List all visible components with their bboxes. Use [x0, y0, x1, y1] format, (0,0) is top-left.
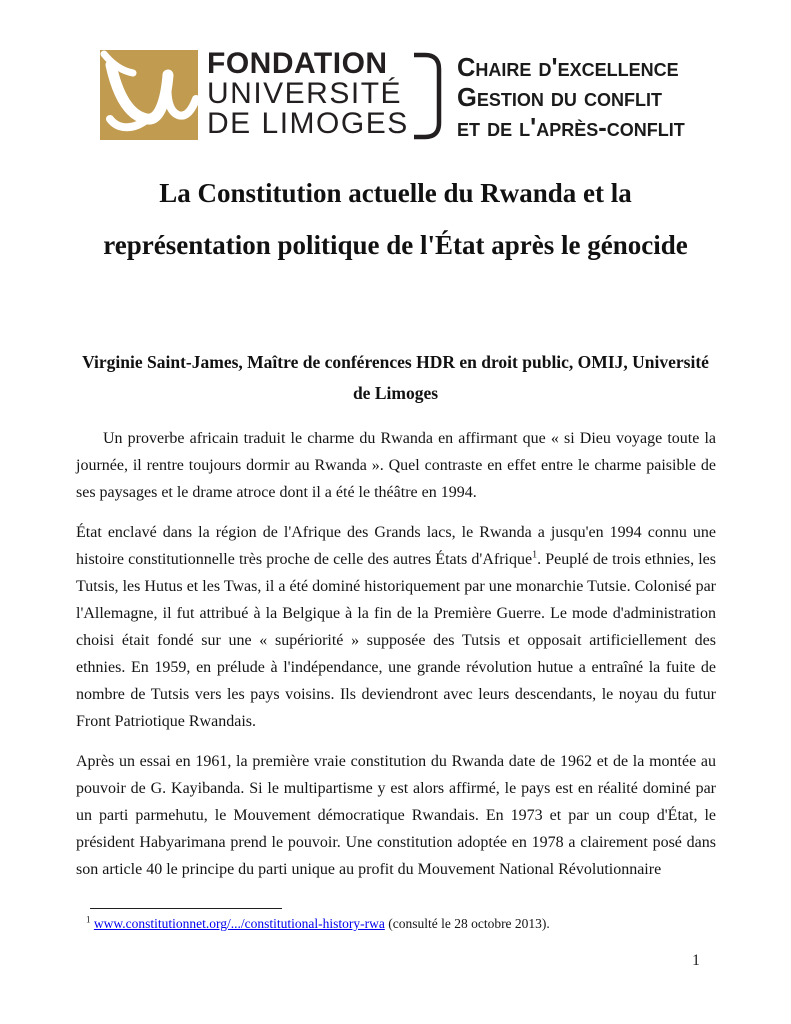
logo-line-universite: UNIVERSITÉ	[207, 77, 403, 110]
footnote-reference-1: 1	[532, 549, 538, 561]
footnote-separator	[90, 908, 282, 909]
chaire-line-2: Gestion du conflit	[457, 84, 662, 112]
article-title: La Constitution actuelle du Rwanda et la représentation politique de l'État après le génocide	[103, 178, 688, 260]
paragraph-2	[76, 519, 716, 735]
logo-wordmark	[207, 49, 409, 139]
footnote-suffix: (consulté le 28 octobre 2013).	[384, 916, 550, 931]
page-number: 1	[692, 952, 700, 969]
chaire-line-1: Chaire d'excellence	[457, 54, 679, 82]
paragraph-3: Après un essai en 1961, la première vraie constitution du Rwanda date de 1962 et de la montée au pouvoir de G. Kayibanda. Si le multipartisme y est alors affirmé, le pays est en réalité dominé par un parti parmehutu, le Mouvement démocratique Rwandais. En 1973 et par un coup d'État, le président Habyarimana prend le pouvoir. Une constitution adoptée en 1978 a clairement posé dans son article 40 le principe du parti unique au profit du Mouvement National Révolutionnaire	[76, 753, 716, 878]
paragraph-2-text: État enclavé dans la région de l'Afrique des Grands lacs, le Rwanda a jusqu'en 1994 connu une histoire constitutionnelle très proche de celle des autres États d'Afrique	[76, 524, 716, 568]
logo-swoosh-icon	[100, 50, 198, 140]
university-of-limoges-logo	[100, 50, 198, 140]
chaire-title-block	[457, 53, 685, 143]
logo-line-fondation: FONDATION	[207, 47, 388, 80]
footnote	[86, 914, 726, 934]
paragraph-1: Un proverbe africain traduit le charme du Rwanda en affirmant que « si Dieu voyage toute la journée, il rentre toujours dormir au Rwanda ». Quel contraste en effet entre le charme paisible de ses paysages et le drame atroce dont il a été le théâtre en 1994.	[76, 430, 716, 501]
chaire-line-3: et de l'après-conflit	[457, 114, 685, 142]
footnote-url-link[interactable]: www.constitutionnet.org/.../constitutional-history-rwa	[93, 916, 385, 931]
article-body	[76, 425, 716, 896]
logo-line-de-limoges: DE LIMOGES	[207, 107, 409, 140]
author-affiliation: Virginie Saint-James, Maître de conférences HDR en droit public, OMIJ, Université de Limoges	[82, 352, 709, 403]
footnote-number: 1	[86, 914, 91, 925]
paragraph-2-continued: . Peuplé de trois ethnies, les Tutsis, les Hutus et les Twas, il a été dominé historiquement par une monarchie Tutsie. Colonisé par l'Allemagne, il fut attribué à la Belgique à la fin de la Première Guerre. Le mode d'administration choisi était fondé sur une « supériorité » supposée des Tutsis et opposait artificiellement des ethnies. En 1959, en prélude à l'indépendance, une grande révolution hutue a entraîné la fuite de nombre de Tutsis vers les pays voisins. Ils deviendront avec leurs descendants, le noyau du futur Front Patriotique Rwandais.	[76, 551, 717, 730]
bracket-divider-icon	[410, 52, 443, 140]
